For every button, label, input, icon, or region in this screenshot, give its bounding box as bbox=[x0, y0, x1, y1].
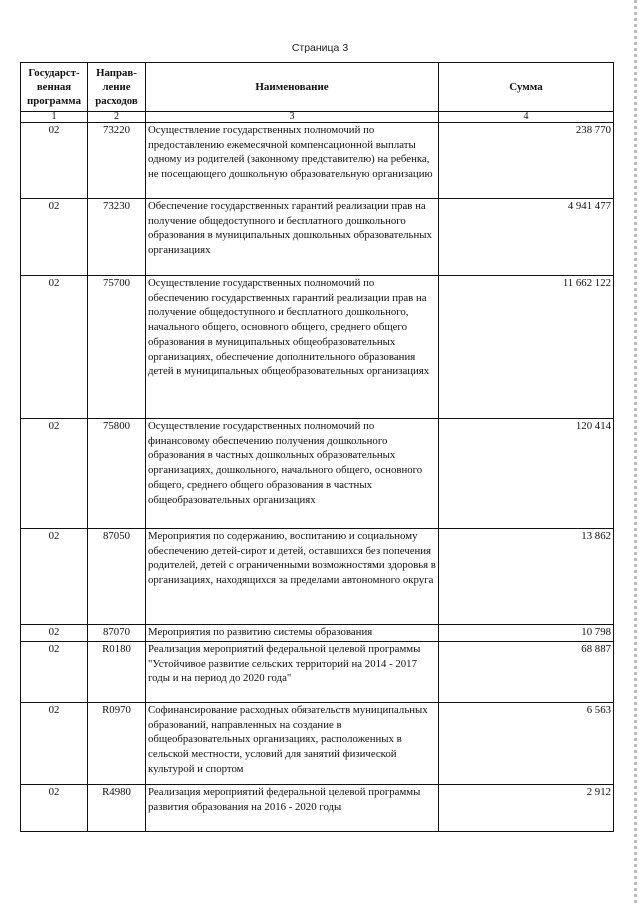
header-name: Наименование bbox=[146, 63, 439, 112]
table-row bbox=[21, 785, 614, 832]
sum-cell: 4 941 477 bbox=[439, 199, 614, 276]
name-cell: Реализация мероприятий федеральной целевой программы "Устойчивое развитие сельских территорий на 2014 - 2017 годы и на период до 2020 года" bbox=[146, 642, 439, 703]
direction-cell: 75800 bbox=[88, 419, 146, 529]
page-label: Страница 3 bbox=[291, 42, 349, 54]
name-cell: Осуществление государственных полномочий по предоставлению ежемесячной компенсационной выплаты одному из родителей (законному представителю) на ребенка, не посещающего дошкольную образовательную организацию bbox=[146, 123, 439, 199]
program-cell: 02 bbox=[21, 276, 88, 419]
name-cell: Осуществление государственных полномочий по обеспечению государственных гарантий реализации прав на получение общедоступного и бесплатного дошкольного, начального общего, основного общего, среднего общего образования в муниципальных общеобразовательных организациях, обеспечение дополнительного образования детей в муниципальных общеобразовательных организациях bbox=[146, 276, 439, 419]
header-row bbox=[21, 63, 614, 112]
header-direction: Направ-ление расходов bbox=[88, 63, 146, 112]
direction-cell: R0970 bbox=[88, 703, 146, 785]
name-cell: Мероприятия по содержанию, воспитанию и социальному обеспечению детей-сирот и детей, оставшихся без попечения родителей, детей с ограниченными возможностями здоровья в организациях, находящихся за пределами автономного округа bbox=[146, 529, 439, 625]
table-row bbox=[21, 703, 614, 785]
name-cell: Осуществление государственных полномочий по финансовому обеспечению получения дошкольного образования в частных дошкольных образовательных организациях, дошкольного, начального общего, основного общего, среднего общего образования в частных общеобразовательных организациях bbox=[146, 419, 439, 529]
table-row bbox=[21, 642, 614, 703]
column-number-row bbox=[21, 112, 614, 123]
program-cell: 02 bbox=[21, 123, 88, 199]
sum-cell: 68 887 bbox=[439, 642, 614, 703]
sum-cell: 120 414 bbox=[439, 419, 614, 529]
header-program: Государст-венная программа bbox=[21, 63, 88, 112]
program-cell: 02 bbox=[21, 199, 88, 276]
column-number: 1 bbox=[21, 112, 88, 123]
column-number: 4 bbox=[439, 112, 614, 123]
direction-cell: R4980 bbox=[88, 785, 146, 832]
sum-cell: 6 563 bbox=[439, 703, 614, 785]
sum-cell: 2 912 bbox=[439, 785, 614, 832]
table-row bbox=[21, 199, 614, 276]
budget-table bbox=[20, 62, 614, 832]
sum-cell: 10 798 bbox=[439, 625, 614, 642]
sum-cell: 11 662 122 bbox=[439, 276, 614, 419]
sum-cell: 13 862 bbox=[439, 529, 614, 625]
program-cell: 02 bbox=[21, 785, 88, 832]
table-row bbox=[21, 123, 614, 199]
program-cell: 02 bbox=[21, 642, 88, 703]
sum-cell: 238 770 bbox=[439, 123, 614, 199]
program-cell: 02 bbox=[21, 625, 88, 642]
direction-cell: 73220 bbox=[88, 123, 146, 199]
table-row bbox=[21, 276, 614, 419]
table-row bbox=[21, 625, 614, 642]
direction-cell: R0180 bbox=[88, 642, 146, 703]
program-cell: 02 bbox=[21, 419, 88, 529]
name-cell: Реализация мероприятий федеральной целевой программы развития образования на 2016 - 2020 годы bbox=[146, 785, 439, 832]
direction-cell: 73230 bbox=[88, 199, 146, 276]
column-number: 3 bbox=[146, 112, 439, 123]
direction-cell: 87070 bbox=[88, 625, 146, 642]
direction-cell: 75700 bbox=[88, 276, 146, 419]
column-number: 2 bbox=[88, 112, 146, 123]
name-cell: Софинансирование расходных обязательств муниципальных образований, направленных на создание в общеобразовательных организациях, расположенных в сельской местности, условий для занятий физической культурой и спортом bbox=[146, 703, 439, 785]
header-sum: Сумма bbox=[439, 63, 614, 112]
program-cell: 02 bbox=[21, 529, 88, 625]
direction-cell: 87050 bbox=[88, 529, 146, 625]
table-row bbox=[21, 529, 614, 625]
table-row bbox=[21, 419, 614, 529]
program-cell: 02 bbox=[21, 703, 88, 785]
scan-edge-artifact bbox=[634, 0, 637, 905]
name-cell: Обеспечение государственных гарантий реализации прав на получение общедоступного и бесплатного дошкольного образования в муниципальных дошкольных образовательных организациях bbox=[146, 199, 439, 276]
name-cell: Мероприятия по развитию системы образования bbox=[146, 625, 439, 642]
